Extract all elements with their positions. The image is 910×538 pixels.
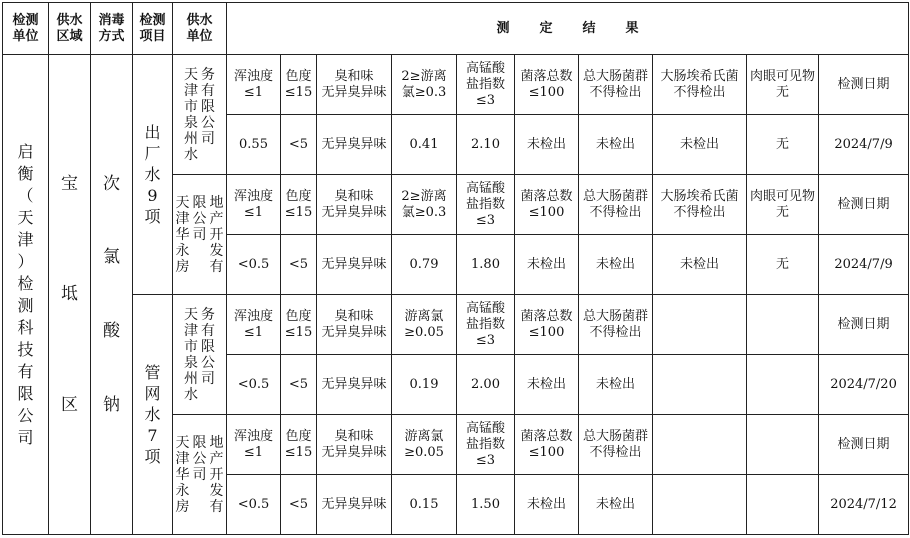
supplier-name-char: 水	[184, 146, 198, 163]
supplier-name-char: 公	[192, 210, 207, 227]
standard-text: 盐指数	[465, 316, 505, 332]
standard-cell	[317, 295, 392, 355]
standard-text: 不得检出	[673, 84, 726, 100]
vertical-text	[133, 362, 172, 467]
standard-text: 色度	[285, 428, 312, 444]
standard-cell	[392, 55, 457, 115]
test-date-value: 2024/7/20	[819, 355, 909, 415]
standard-cell	[515, 55, 579, 115]
results-title: 测定结果	[227, 3, 909, 55]
standard-text: 菌落总数	[520, 308, 573, 324]
standard-cell	[819, 295, 909, 355]
standard-text: 游离氯	[404, 428, 444, 444]
supplier-name-char: 司	[192, 226, 207, 243]
header-disinfection-method	[91, 3, 133, 55]
standard-cell	[579, 295, 653, 355]
standard-text: 色度	[285, 308, 312, 324]
standard-text: 高锰酸	[465, 420, 505, 436]
supplier-name-char: 津	[175, 210, 190, 227]
supplier-name-char: 产	[209, 210, 224, 227]
vertical-char: 水	[144, 165, 161, 184]
result-value: 0.41	[392, 115, 457, 175]
standard-text: 无	[775, 84, 789, 100]
vertical-char: 检	[17, 273, 34, 293]
standard-text: ≤100	[528, 204, 565, 220]
vertical-char: 管	[144, 363, 161, 382]
standard-text: ≤1	[243, 324, 264, 340]
result-value: 无	[747, 235, 819, 295]
supplier-name-char: 华	[175, 226, 190, 243]
standard-cell	[392, 175, 457, 235]
supplier-name	[173, 307, 226, 403]
supplier-name-char: 津	[175, 450, 190, 467]
standard-cell	[515, 175, 579, 235]
supplier-name-char: 开	[209, 466, 224, 483]
supplier-name-char: 永	[175, 482, 190, 499]
standard-text: 总大肠菌群	[582, 428, 648, 444]
result-value	[747, 475, 819, 535]
supplier-cell	[173, 175, 227, 295]
header-text: 方式	[98, 28, 125, 44]
result-value: 未检出	[515, 355, 579, 415]
water-quality-report-table	[2, 2, 909, 535]
result-value: 0.19	[392, 355, 457, 415]
standard-text: 2≥游离	[401, 68, 447, 84]
supplier-name-char: 永	[175, 242, 190, 259]
supplier-name-char: 泉	[184, 114, 198, 131]
standard-cell	[227, 55, 281, 115]
result-value: 1.80	[457, 235, 515, 295]
result-value: 1.50	[457, 475, 515, 535]
standard-text: 高锰酸	[465, 180, 505, 196]
supplier-name	[173, 195, 226, 275]
standards-row	[3, 295, 909, 355]
standard-text: 肉眼可见物	[749, 188, 815, 204]
vertical-char: 7	[147, 426, 158, 445]
result-value: 未检出	[515, 475, 579, 535]
vertical-text	[91, 175, 132, 415]
result-value: 无异臭异味	[317, 475, 392, 535]
vertical-char: 津	[17, 229, 34, 249]
supplier-name-char: 地	[209, 194, 224, 211]
vertical-char: ）	[17, 251, 34, 271]
result-value: 无异臭异味	[317, 115, 392, 175]
vertical-char: 科	[17, 317, 34, 337]
standard-cell	[515, 415, 579, 475]
vertical-char: 限	[17, 383, 34, 403]
vertical-char: 酸	[103, 321, 120, 342]
vertical-text	[49, 175, 90, 415]
standard-cell	[281, 415, 317, 475]
header-test-item	[133, 3, 173, 55]
supplier-name-char: 天	[184, 306, 198, 323]
standard-text: ≤15	[284, 444, 313, 460]
standard-text: 肉眼可见物	[749, 68, 815, 84]
supplier-cell	[173, 295, 227, 415]
standard-cell	[819, 175, 909, 235]
standard-text: 浑浊度	[233, 428, 273, 444]
header-text: 供水	[186, 12, 213, 28]
standard-text: 无异臭异味	[321, 84, 387, 100]
standard-cell	[579, 415, 653, 475]
standard-text: 高锰酸	[465, 60, 505, 76]
result-value: 未检出	[579, 115, 653, 175]
standard-text: ≤1	[243, 204, 264, 220]
standard-cell	[819, 55, 909, 115]
standard-cell	[653, 295, 747, 355]
supplier-name-column	[201, 67, 215, 163]
standard-text: 无	[775, 204, 789, 220]
standard-text: 氯≥0.3	[401, 204, 447, 220]
supplier-name-char: 有	[201, 82, 215, 99]
standard-text: ≤1	[243, 84, 264, 100]
result-value: 0.79	[392, 235, 457, 295]
vertical-char: 项	[144, 447, 161, 466]
vertical-char: 9	[147, 186, 158, 205]
standard-text: 不得检出	[589, 84, 642, 100]
standard-text: 臭和味	[334, 68, 374, 84]
standard-cell	[819, 415, 909, 475]
supplier-name-column	[201, 307, 215, 403]
supplier-name-column	[193, 195, 207, 275]
header-text: 消毒	[98, 12, 125, 28]
standard-text: ≤3	[475, 212, 496, 228]
standard-text: 不得检出	[589, 324, 642, 340]
test-date-value: 2024/7/12	[819, 475, 909, 535]
supplier-name-char: 限	[192, 194, 207, 211]
standard-cell	[747, 295, 819, 355]
standard-text: 菌落总数	[520, 188, 573, 204]
supplier-name-char: 州	[184, 130, 198, 147]
supplier-name-char: 市	[184, 98, 198, 115]
result-value: 未检出	[579, 475, 653, 535]
result-value: <5	[281, 235, 317, 295]
supplier-name-char: 公	[201, 114, 215, 131]
result-value: 未检出	[653, 115, 747, 175]
result-value: <0.5	[227, 355, 281, 415]
supplier-name-char: 限	[201, 338, 215, 355]
result-value: 2.00	[457, 355, 515, 415]
standard-text: 大肠埃希氏菌	[660, 68, 739, 84]
standard-text: 浑浊度	[233, 188, 273, 204]
vertical-char: 公	[17, 405, 34, 425]
standard-text: 高锰酸	[465, 300, 505, 316]
standard-text: 臭和味	[334, 308, 374, 324]
vertical-char: 水	[144, 405, 161, 424]
header-text: 区域	[56, 28, 83, 44]
supplier-name-char: 产	[209, 450, 224, 467]
supplier-name-char: 泉	[184, 354, 198, 371]
supplier-name-char: 有	[201, 322, 215, 339]
standard-text: 色度	[285, 188, 312, 204]
standard-text: 盐指数	[465, 76, 505, 92]
standard-text: 检测日期	[837, 76, 890, 92]
supplier-name-char: 司	[201, 370, 215, 387]
standard-text: 氯≥0.3	[401, 84, 447, 100]
standard-cell	[747, 55, 819, 115]
header-text: 项目	[139, 28, 166, 44]
standards-row	[3, 55, 909, 115]
supplier-name-char: 发	[209, 242, 224, 259]
vertical-char: 宝	[61, 173, 78, 194]
standard-cell	[317, 55, 392, 115]
vertical-char: 钠	[103, 394, 120, 415]
vertical-text	[3, 141, 48, 449]
standard-text: 臭和味	[334, 188, 374, 204]
standard-cell	[579, 55, 653, 115]
standard-text: ≤100	[528, 324, 565, 340]
vertical-char: 次	[103, 173, 120, 194]
vertical-char: 厂	[144, 144, 161, 163]
vertical-char: （	[17, 185, 34, 205]
standard-text: ≥0.05	[404, 324, 444, 340]
supplier-name-char: 司	[201, 130, 215, 147]
supplier-name-char: 发	[209, 482, 224, 499]
supplier-name-char: 限	[201, 98, 215, 115]
standard-text: 无异臭异味	[321, 444, 387, 460]
result-value: 0.15	[392, 475, 457, 535]
standard-text: ≤15	[284, 324, 313, 340]
result-value: 未检出	[653, 235, 747, 295]
supplier-name-column	[193, 435, 207, 515]
standard-cell	[457, 175, 515, 235]
result-value	[653, 355, 747, 415]
standard-cell	[392, 415, 457, 475]
result-value: 无异臭异味	[317, 235, 392, 295]
vertical-char: 出	[144, 123, 161, 142]
standard-cell	[579, 175, 653, 235]
header-text: 检测	[12, 12, 39, 28]
standard-cell	[281, 295, 317, 355]
vertical-char: 技	[17, 339, 34, 359]
supplier-name-char: 天	[175, 194, 190, 211]
test-item-cell	[133, 295, 173, 535]
standard-text: 浑浊度	[233, 308, 273, 324]
supplier-name-column	[176, 435, 190, 515]
vertical-char: 坻	[61, 284, 78, 305]
standard-text: 游离氯	[404, 308, 444, 324]
standard-cell	[747, 175, 819, 235]
test-item-cell	[133, 55, 173, 295]
standard-cell	[653, 55, 747, 115]
vertical-char: 测	[17, 295, 34, 315]
standard-text: ≤100	[528, 444, 565, 460]
inspection-unit-cell	[3, 55, 49, 535]
supplier-name-char: 市	[184, 338, 198, 355]
supplier-name-column	[184, 307, 198, 403]
test-date-value: 2024/7/9	[819, 235, 909, 295]
standard-text: ≤15	[284, 204, 313, 220]
standard-text: 色度	[285, 68, 312, 84]
supplier-name-char: 华	[175, 466, 190, 483]
header-supply-area	[49, 3, 91, 55]
standard-text: ≥0.05	[404, 444, 444, 460]
supplier-name-char: 天	[175, 434, 190, 451]
supply-area-cell	[49, 55, 91, 535]
result-value: <0.5	[227, 235, 281, 295]
standard-text: 检测日期	[837, 196, 890, 212]
standard-text: 2≥游离	[401, 188, 447, 204]
result-value: 无	[747, 115, 819, 175]
supplier-name-char: 房	[175, 258, 190, 275]
standard-text: 盐指数	[465, 436, 505, 452]
result-value: 未检出	[579, 235, 653, 295]
vertical-char: 启	[17, 141, 34, 161]
result-value: 0.55	[227, 115, 281, 175]
supplier-name-char: 公	[201, 354, 215, 371]
standard-text: 臭和味	[334, 428, 374, 444]
standard-cell	[653, 415, 747, 475]
supplier-name-char: 津	[184, 82, 198, 99]
disinfection-method-cell	[91, 55, 133, 535]
standard-text: 菌落总数	[520, 428, 573, 444]
standard-cell	[227, 295, 281, 355]
supplier-name-column	[210, 435, 224, 515]
supplier-cell	[173, 415, 227, 535]
standard-text: ≤15	[284, 84, 313, 100]
supplier-name-char: 天	[184, 66, 198, 83]
supplier-name	[173, 435, 226, 515]
vertical-text	[133, 122, 172, 227]
result-value	[747, 355, 819, 415]
standard-text: ≤3	[475, 452, 496, 468]
standard-cell	[747, 415, 819, 475]
result-value: <5	[281, 475, 317, 535]
standard-text: 总大肠菌群	[582, 188, 648, 204]
standard-text: ≤100	[528, 84, 565, 100]
standard-cell	[457, 55, 515, 115]
supplier-name-char: 公	[192, 450, 207, 467]
standard-cell	[227, 415, 281, 475]
vertical-char: 区	[61, 394, 78, 415]
vertical-char: 衡	[17, 163, 34, 183]
vertical-char: 氯	[103, 247, 120, 268]
supplier-name-char: 州	[184, 370, 198, 387]
result-value: <5	[281, 115, 317, 175]
standard-text: 检测日期	[837, 436, 890, 452]
header-supplier	[173, 3, 227, 55]
result-value: 2.10	[457, 115, 515, 175]
vertical-char: 司	[17, 427, 34, 447]
standard-text: ≤3	[475, 92, 496, 108]
standard-cell	[457, 415, 515, 475]
supplier-name-char: 限	[192, 434, 207, 451]
header-text: 单位	[186, 28, 213, 44]
supplier-name-char: 司	[192, 466, 207, 483]
supplier-name-char: 津	[184, 322, 198, 339]
standard-text: 总大肠菌群	[582, 68, 648, 84]
standard-text: 菌落总数	[520, 68, 573, 84]
result-value	[653, 475, 747, 535]
result-value: 未检出	[579, 355, 653, 415]
header-inspection-unit	[3, 3, 49, 55]
test-date-value: 2024/7/9	[819, 115, 909, 175]
supplier-name-char: 开	[209, 226, 224, 243]
result-value: <0.5	[227, 475, 281, 535]
standard-cell	[515, 295, 579, 355]
supplier-name-char: 有	[209, 498, 224, 515]
supplier-name-column	[210, 195, 224, 275]
standard-text: 不得检出	[589, 204, 642, 220]
supplier-name-char: 务	[201, 306, 215, 323]
standard-cell	[392, 295, 457, 355]
standard-text: 无异臭异味	[321, 324, 387, 340]
result-value: 未检出	[515, 115, 579, 175]
standard-cell	[317, 415, 392, 475]
supplier-name-char: 地	[209, 434, 224, 451]
vertical-char: 网	[144, 384, 161, 403]
vertical-char: 天	[17, 207, 34, 227]
header-text: 供水	[56, 12, 83, 28]
standard-text: 总大肠菌群	[582, 308, 648, 324]
standard-cell	[281, 55, 317, 115]
standard-cell	[317, 175, 392, 235]
standard-cell	[281, 175, 317, 235]
supplier-cell	[173, 55, 227, 175]
result-value: 未检出	[515, 235, 579, 295]
standard-text: 检测日期	[837, 316, 890, 332]
supplier-name	[173, 67, 226, 163]
standard-text: 不得检出	[673, 204, 726, 220]
standard-text: 大肠埃希氏菌	[660, 188, 739, 204]
supplier-name-column	[184, 67, 198, 163]
header-row	[3, 3, 909, 55]
standard-text: 无异臭异味	[321, 204, 387, 220]
supplier-name-char: 水	[184, 386, 198, 403]
supplier-name-char: 有	[209, 258, 224, 275]
standard-text: 浑浊度	[233, 68, 273, 84]
standard-cell	[227, 175, 281, 235]
standard-cell	[457, 295, 515, 355]
standard-cell	[653, 175, 747, 235]
standard-text: 不得检出	[589, 444, 642, 460]
supplier-name-column	[176, 195, 190, 275]
result-value: <5	[281, 355, 317, 415]
supplier-name-char: 务	[201, 66, 215, 83]
standard-text: 盐指数	[465, 196, 505, 212]
vertical-char: 项	[144, 207, 161, 226]
supplier-name-char: 房	[175, 498, 190, 515]
report-body	[3, 3, 909, 535]
header-text: 单位	[12, 28, 39, 44]
vertical-char: 有	[17, 361, 34, 381]
header-text: 检测	[139, 12, 166, 28]
standard-text: ≤3	[475, 332, 496, 348]
result-value: 无异臭异味	[317, 355, 392, 415]
standard-text: ≤1	[243, 444, 264, 460]
